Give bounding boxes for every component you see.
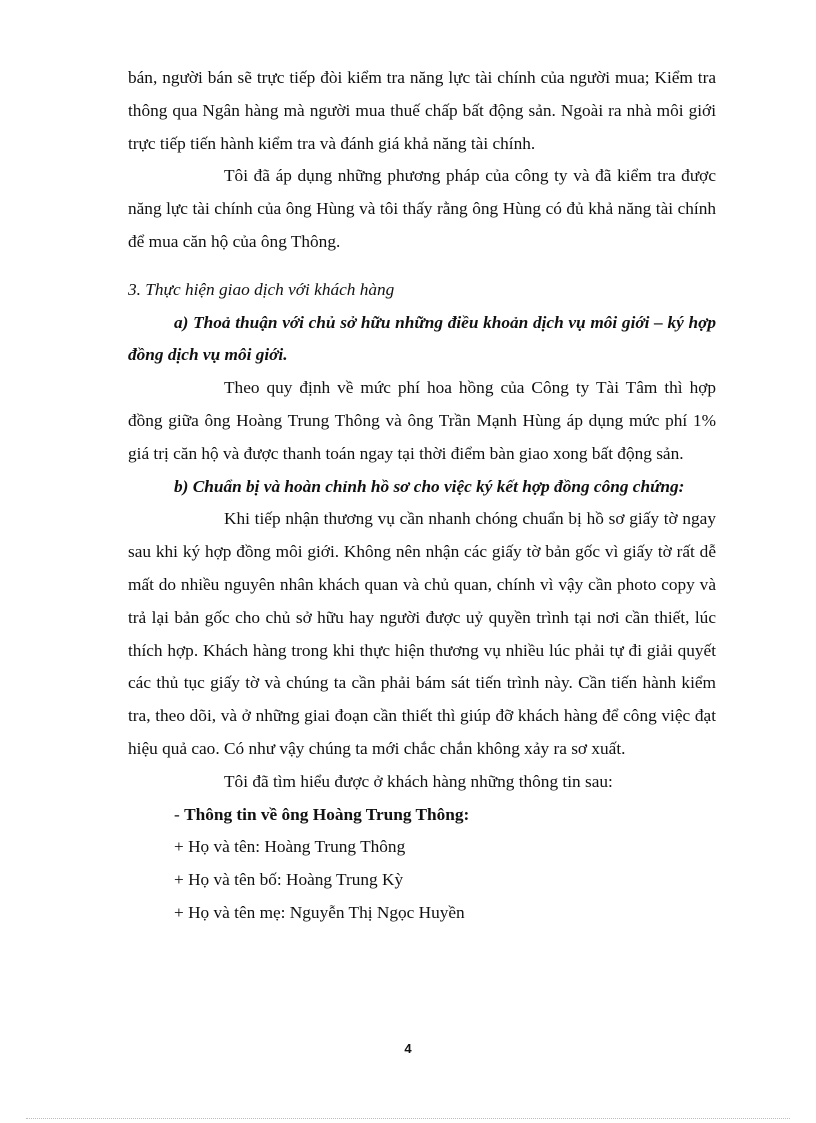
info-title: Thông tin về ông Hoàng Trung Thông:	[184, 804, 470, 824]
subheading-b: b) Chuẩn bị và hoàn chỉnh hồ sơ cho việc ký kết hợp đồng công chứng:	[174, 476, 685, 496]
paragraph-applied-methods: Tôi đã áp dụng những phương pháp của công ty và đã kiểm tra được năng lực tài chính của ông Hùng và tôi thấy rằng ông Hùng có đủ khả năng tài chính để mua căn hộ của ông Thông.	[128, 166, 716, 251]
info-item-father-name: + Họ và tên bố: Hoàng Trung Kỳ	[174, 870, 404, 890]
page-number: 4	[404, 1041, 412, 1056]
paragraph-documents: Khi tiếp nhận thương vụ cần nhanh chóng chuẩn bị hồ sơ giấy tờ ngay sau khi ký hợp đồng môi giới. Không nên nhận các giấy tờ bản gốc vì giấy tờ rất dễ mất do nhiều nguyên nhân khách quan và chủ quan, chính vì vậy cần photo copy và trả lại bản gốc cho chủ sở hữu hay người được uỷ quyền trình tại nơi cần thiết, lúc thích hợp. Khách hàng trong khi thực hiện thương vụ nhiều lúc phải tự đi giải quyết các thủ tục giấy tờ và chúng ta cần phải bám sát tiến trình này. Cần tiến hành kiểm tra, theo dõi, và ở những giai đoạn cần thiết thì giúp đỡ khách hàng để công việc đạt hiệu quả cao. Có như vậy chúng ta mới chắc chắn không xảy ra sơ xuất.	[128, 509, 716, 758]
paragraph-info-intro: Tôi đã tìm hiểu được ở khách hàng những thông tin sau:	[224, 771, 613, 791]
info-item-mother-name: + Họ và tên mẹ: Nguyễn Thị Ngọc Huyền	[174, 902, 465, 922]
document-page	[128, 62, 716, 930]
paragraph-commission: Theo quy định về mức phí hoa hồng của Công ty Tài Tâm thì hợp đồng giữa ông Hoàng Trung Thông và ông Trần Mạnh Hùng áp dụng mức phí 1% giá trị căn hộ và được thanh toán ngay tại thời điểm bàn giao xong bất động sản.	[128, 378, 716, 463]
info-dash: -	[174, 804, 185, 824]
info-heading	[128, 799, 716, 832]
subheading-a: a) Thoả thuận với chủ sở hữu những điều khoản dịch vụ môi giới – ký hợp đồng dịch vụ môi giới.	[128, 312, 716, 365]
info-item-full-name: + Họ và tên: Hoàng Trung Thông	[174, 837, 406, 857]
paragraph-financial-check: bán, người bán sẽ trực tiếp đòi kiểm tra năng lực tài chính của người mua; Kiểm tra thông qua Ngân hàng mà người mua thuế chấp bất động sản. Ngoài ra nhà môi giới trực tiếp tiến hành kiểm tra và đánh giá khả năng tài chính.	[128, 68, 716, 153]
section-heading: 3. Thực hiện giao dịch với khách hàng	[128, 279, 395, 299]
page-bottom-divider	[26, 1118, 790, 1119]
